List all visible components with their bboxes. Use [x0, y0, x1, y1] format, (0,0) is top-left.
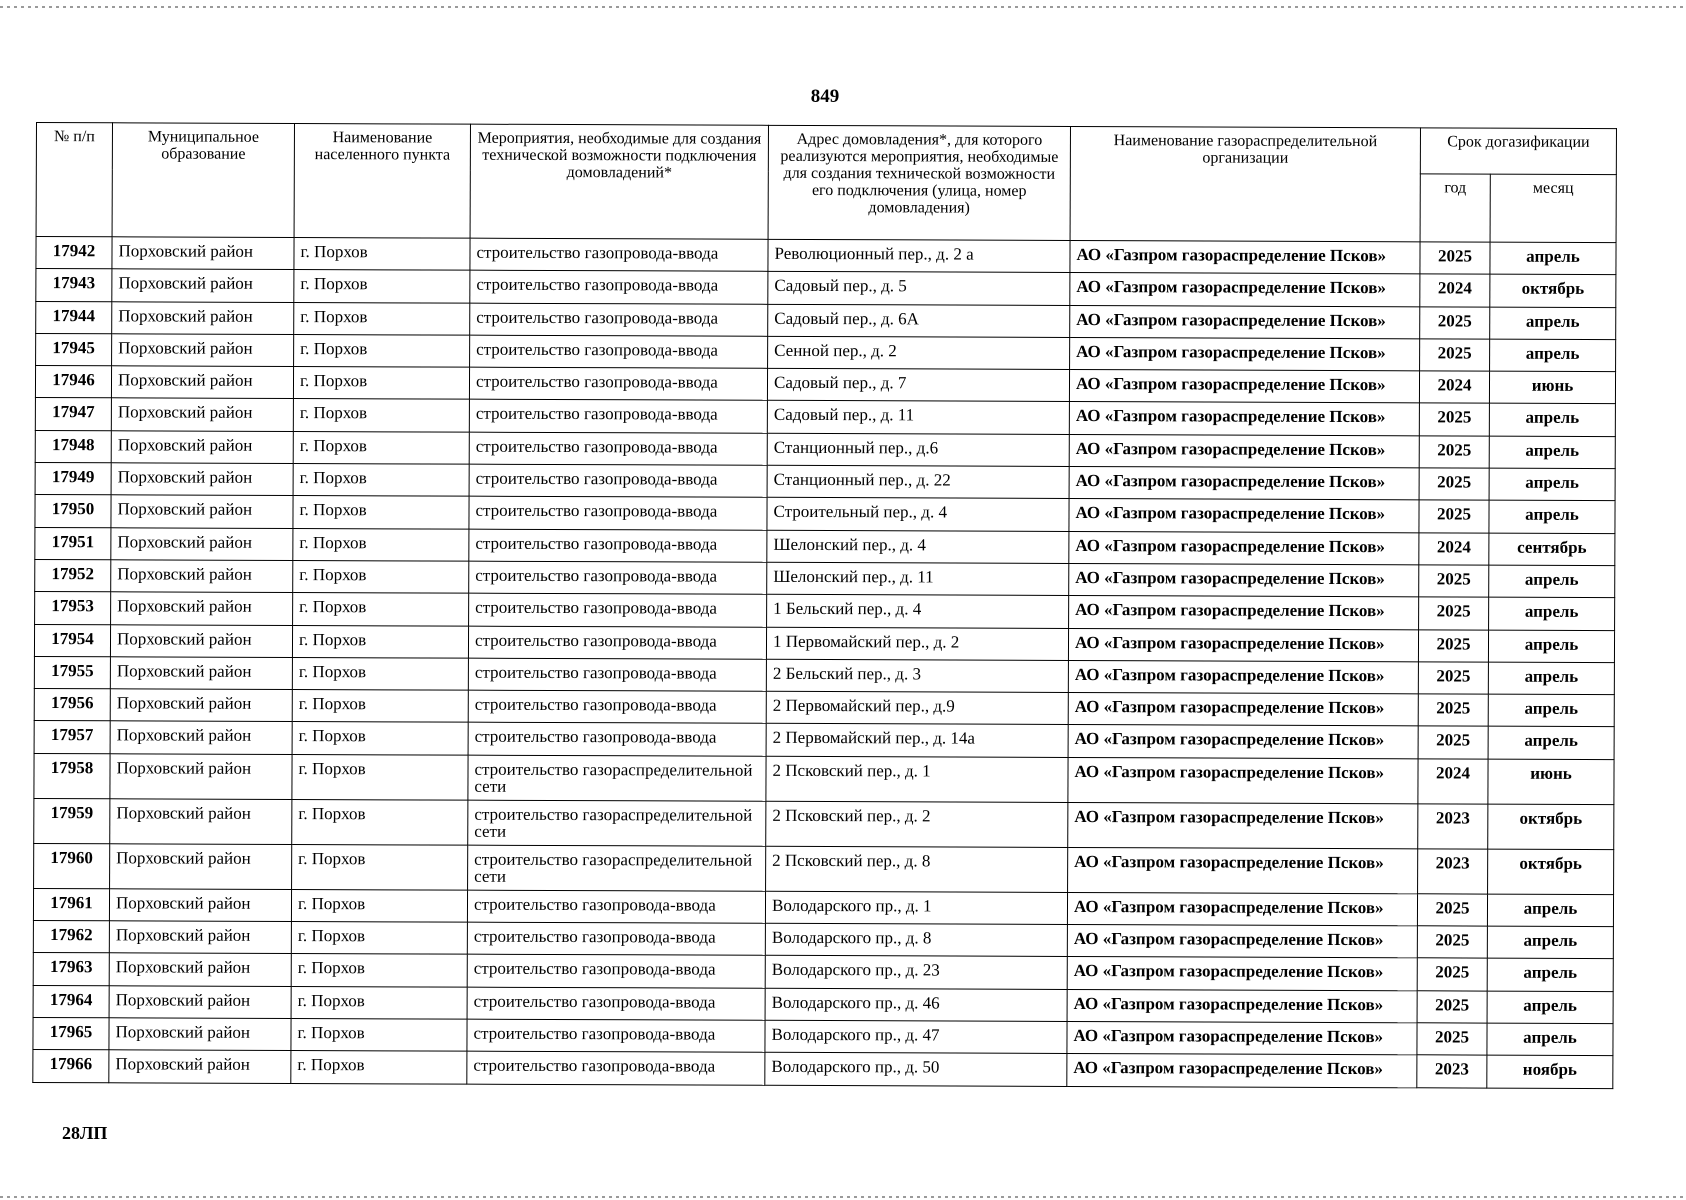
row-address: 2 Первомайский пер., д. 14а	[766, 724, 1068, 757]
row-measure: строительство газопровода-ввода	[470, 335, 768, 368]
footer-code: 28ЛП	[62, 1123, 108, 1143]
row-municipality: Порховский район	[109, 1018, 291, 1051]
row-municipality: Порховский район	[110, 624, 292, 657]
row-organization: АО «Газпром газораспределение Псков»	[1068, 693, 1418, 727]
row-month: апрель	[1489, 436, 1615, 469]
row-settlement: г. Порхов	[292, 657, 468, 690]
row-organization: АО «Газпром газораспределение Псков»	[1068, 660, 1418, 694]
row-number: 17966	[33, 1050, 109, 1083]
row-organization: АО «Газпром газораспределение Псков»	[1067, 989, 1417, 1023]
row-municipality: Порховский район	[112, 334, 294, 367]
row-month: июнь	[1488, 759, 1614, 804]
row-organization: АО «Газпром газораспределение Псков»	[1068, 757, 1418, 803]
row-measure: строительство газораспределительной сети	[468, 845, 766, 891]
row-address: Володарского пр., д. 46	[765, 988, 1067, 1021]
scan-edge-bottom	[0, 1196, 1686, 1198]
row-settlement: г. Порхов	[293, 528, 469, 561]
header-month: месяц	[1490, 174, 1616, 242]
row-month: апрель	[1487, 926, 1613, 959]
row-address: 2 Первомайский пер., д.9	[766, 691, 1068, 724]
header-year: год	[1420, 174, 1490, 242]
row-number: 17956	[34, 689, 110, 722]
row-address: Володарского пр., д. 50	[765, 1053, 1067, 1086]
row-address: Станционный пер., д.6	[767, 433, 1069, 466]
row-year: 2024	[1418, 759, 1488, 804]
gasification-table	[32, 122, 1617, 1089]
row-address: Революционный пер., д. 2 а	[768, 239, 1070, 272]
row-settlement: г. Порхов	[293, 496, 469, 529]
row-number: 17963	[33, 953, 109, 986]
row-address: Станционный пер., д. 22	[767, 465, 1069, 498]
row-address: Володарского пр., д. 8	[765, 923, 1067, 956]
row-month: апрель	[1490, 242, 1616, 275]
header-num: № п/п	[36, 123, 112, 237]
row-year: 2025	[1419, 403, 1489, 436]
row-organization: АО «Газпром газораспределение Псков»	[1067, 957, 1417, 991]
row-measure: строительство газопровода-ввода	[468, 626, 766, 659]
row-municipality: Порховский район	[111, 431, 293, 464]
row-year: 2025	[1420, 306, 1490, 339]
row-month: апрель	[1487, 894, 1613, 927]
row-number: 17951	[35, 527, 111, 560]
row-settlement: г. Порхов	[293, 560, 469, 593]
row-address: Володарского пр., д. 47	[765, 1020, 1067, 1053]
scan-edge-top	[0, 6, 1686, 8]
table-body	[33, 237, 1616, 1089]
row-year: 2025	[1419, 500, 1489, 533]
row-month: апрель	[1489, 404, 1615, 437]
header-address: Адрес домовладения*, для которого реализуются мероприятия, необходимые для создания технической возможности его подключения (улица, номер домовладения)	[768, 125, 1070, 240]
row-organization: АО «Газпром газораспределение Псков»	[1069, 531, 1419, 565]
row-month: апрель	[1488, 694, 1614, 727]
row-organization: АО «Газпром газораспределение Псков»	[1069, 467, 1419, 501]
row-year: 2025	[1418, 726, 1488, 759]
row-month: апрель	[1489, 500, 1615, 533]
row-number: 17962	[33, 921, 109, 954]
row-measure: строительство газопровода-ввода	[469, 529, 767, 562]
row-year: 2025	[1419, 436, 1489, 469]
row-organization: АО «Газпром газораспределение Псков»	[1068, 802, 1418, 848]
row-address: Строительный пер., д. 4	[767, 498, 1069, 531]
table-row	[34, 753, 1614, 804]
row-municipality: Порховский район	[109, 1050, 291, 1083]
row-organization: АО «Газпром газораспределение Псков»	[1067, 1021, 1417, 1055]
row-organization: АО «Газпром газораспределение Псков»	[1069, 596, 1419, 630]
row-municipality: Порховский район	[111, 560, 293, 593]
row-month: октябрь	[1488, 849, 1614, 894]
row-year: 2024	[1419, 371, 1489, 404]
row-organization: АО «Газпром газораспределение Псков»	[1070, 273, 1420, 307]
row-month: июнь	[1489, 371, 1615, 404]
row-settlement: г. Порхов	[291, 1051, 467, 1084]
row-organization: АО «Газпром газораспределение Псков»	[1070, 240, 1420, 274]
row-settlement: г. Порхов	[293, 464, 469, 497]
row-number: 17949	[35, 463, 111, 496]
row-month: апрель	[1489, 565, 1615, 598]
row-number: 17944	[36, 301, 112, 334]
row-year: 2025	[1417, 990, 1487, 1023]
row-number: 17942	[36, 237, 112, 270]
row-settlement: г. Порхов	[292, 690, 468, 723]
page-number: 849	[810, 86, 840, 107]
row-municipality: Порховский район	[110, 754, 292, 800]
header-measures: Мероприятия, необходимые для создания технической возможности подключения домовладений*	[470, 124, 768, 239]
row-number: 17946	[35, 366, 111, 399]
row-measure: строительство газопровода-ввода	[469, 593, 767, 626]
row-organization: АО «Газпром газораспределение Псков»	[1068, 628, 1418, 662]
row-month: апрель	[1487, 1023, 1613, 1056]
row-settlement: г. Порхов	[292, 844, 468, 890]
row-organization: АО «Газпром газораспределение Псков»	[1069, 434, 1419, 468]
row-address: Садовый пер., д. 7	[767, 368, 1069, 401]
row-measure: строительство газопровода-ввода	[470, 303, 768, 336]
row-address: 1 Первомайский пер., д. 2	[766, 627, 1068, 660]
row-number: 17945	[36, 333, 112, 366]
row-municipality: Порховский район	[112, 269, 294, 302]
row-measure: строительство газораспределительной сети	[468, 800, 766, 846]
row-settlement: г. Порхов	[293, 367, 469, 400]
row-month: октябрь	[1488, 804, 1614, 849]
row-number: 17953	[35, 592, 111, 625]
row-settlement: г. Порхов	[291, 889, 467, 922]
row-address: 2 Бельский пер., д. 3	[766, 659, 1068, 692]
table-header	[36, 123, 1616, 243]
row-year: 2025	[1418, 694, 1488, 727]
row-number: 17954	[34, 624, 110, 657]
row-measure: строительство газопровода-ввода	[469, 561, 767, 594]
row-year: 2025	[1419, 468, 1489, 501]
row-organization: АО «Газпром газораспределение Псков»	[1070, 337, 1420, 371]
row-measure: строительство газопровода-ввода	[470, 238, 768, 271]
row-number: 17947	[35, 398, 111, 431]
row-organization: АО «Газпром газораспределение Псков»	[1069, 370, 1419, 404]
row-settlement: г. Порхов	[294, 270, 470, 303]
row-measure: строительство газопровода-ввода	[467, 1019, 765, 1052]
row-year: 2024	[1419, 532, 1489, 565]
row-number: 17959	[34, 798, 110, 843]
row-number: 17961	[33, 888, 109, 921]
row-year: 2023	[1418, 804, 1488, 849]
row-settlement: г. Порхов	[293, 593, 469, 626]
row-municipality: Порховский район	[110, 689, 292, 722]
row-month: апрель	[1489, 597, 1615, 630]
row-measure: строительство газопровода-ввода	[467, 922, 765, 955]
row-measure: строительство газопровода-ввода	[467, 890, 765, 923]
row-month: апрель	[1487, 958, 1613, 991]
row-address: Садовый пер., д. 6А	[768, 304, 1070, 337]
row-year: 2025	[1419, 565, 1489, 598]
row-month: апрель	[1490, 339, 1616, 372]
row-settlement: г. Порхов	[291, 922, 467, 955]
row-measure: строительство газопровода-ввода	[469, 367, 767, 400]
row-address: Шелонский пер., д. 11	[767, 562, 1069, 595]
row-month: сентябрь	[1489, 533, 1615, 566]
row-organization: АО «Газпром газораспределение Псков»	[1067, 925, 1417, 959]
row-number: 17943	[36, 269, 112, 302]
row-measure: строительство газопровода-ввода	[468, 723, 766, 756]
row-measure: строительство газопровода-ввода	[467, 1051, 765, 1084]
row-settlement: г. Порхов	[292, 625, 468, 658]
row-settlement: г. Порхов	[291, 954, 467, 987]
row-year: 2025	[1417, 894, 1487, 927]
row-year: 2025	[1418, 629, 1488, 662]
row-address: Садовый пер., д. 11	[767, 401, 1069, 434]
row-municipality: Порховский район	[109, 985, 291, 1018]
row-year: 2025	[1417, 926, 1487, 959]
row-address: 2 Псковский пер., д. 8	[766, 846, 1068, 892]
row-settlement: г. Порхов	[291, 986, 467, 1019]
row-year: 2025	[1418, 662, 1488, 695]
row-organization: АО «Газпром газораспределение Псков»	[1067, 892, 1417, 926]
row-measure: строительство газопровода-ввода	[469, 432, 767, 465]
row-settlement: г. Порхов	[293, 399, 469, 432]
row-year: 2023	[1417, 1055, 1487, 1088]
row-municipality: Порховский район	[111, 592, 293, 625]
row-address: 1 Бельский пер., д. 4	[767, 595, 1069, 628]
row-settlement: г. Порхов	[291, 1018, 467, 1051]
row-number: 17950	[35, 495, 111, 528]
row-municipality: Порховский район	[112, 237, 294, 270]
row-year: 2023	[1418, 849, 1488, 894]
row-measure: строительство газораспределительной сети	[468, 755, 766, 801]
row-address: Сенной пер., д. 2	[768, 336, 1070, 369]
row-month: октябрь	[1490, 274, 1616, 307]
row-month: апрель	[1488, 630, 1614, 663]
row-municipality: Порховский район	[111, 527, 293, 560]
row-month: апрель	[1489, 468, 1615, 501]
table-row	[34, 843, 1614, 894]
row-organization: АО «Газпром газораспределение Псков»	[1069, 563, 1419, 597]
header-org: Наименование газораспределительной организации	[1070, 126, 1420, 241]
row-address: 2 Псковский пер., д. 1	[766, 756, 1068, 802]
row-municipality: Порховский район	[111, 463, 293, 496]
row-year: 2024	[1420, 274, 1490, 307]
row-address: Володарского пр., д. 23	[765, 956, 1067, 989]
row-number: 17958	[34, 753, 110, 798]
row-measure: строительство газопровода-ввода	[468, 658, 766, 691]
row-address: 2 Псковский пер., д. 2	[766, 801, 1068, 847]
row-municipality: Порховский район	[112, 301, 294, 334]
row-municipality: Порховский район	[111, 495, 293, 528]
row-month: апрель	[1487, 991, 1613, 1024]
table-row	[34, 798, 1614, 849]
row-organization: АО «Газпром газораспределение Псков»	[1067, 1054, 1417, 1088]
row-number: 17948	[35, 430, 111, 463]
row-measure: строительство газопровода-ввода	[469, 400, 767, 433]
row-measure: строительство газопровода-ввода	[469, 497, 767, 530]
row-municipality: Порховский район	[109, 921, 291, 954]
row-municipality: Порховский район	[109, 953, 291, 986]
row-measure: строительство газопровода-ввода	[467, 955, 765, 988]
row-organization: АО «Газпром газораспределение Псков»	[1069, 499, 1419, 533]
row-settlement: г. Порхов	[294, 237, 470, 270]
row-organization: АО «Газпром газораспределение Псков»	[1068, 847, 1418, 893]
row-organization: АО «Газпром газораспределение Псков»	[1069, 402, 1419, 436]
header-settlement: Наименование населенного пункта	[294, 123, 470, 238]
row-year: 2025	[1417, 1023, 1487, 1056]
row-year: 2025	[1419, 597, 1489, 630]
row-municipality: Порховский район	[109, 889, 291, 922]
row-measure: строительство газопровода-ввода	[469, 464, 767, 497]
row-measure: строительство газопровода-ввода	[467, 987, 765, 1020]
row-municipality: Порховский район	[110, 657, 292, 690]
row-municipality: Порховский район	[110, 799, 292, 845]
row-settlement: г. Порхов	[292, 722, 468, 755]
row-municipality: Порховский район	[111, 366, 293, 399]
row-year: 2025	[1420, 339, 1490, 372]
row-month: ноябрь	[1487, 1055, 1613, 1088]
row-number: 17952	[35, 559, 111, 592]
row-address: Садовый пер., д. 5	[768, 272, 1070, 305]
row-measure: строительство газопровода-ввода	[470, 270, 768, 303]
row-number: 17964	[33, 985, 109, 1018]
row-number: 17955	[34, 656, 110, 689]
row-organization: АО «Газпром газораспределение Псков»	[1070, 305, 1420, 339]
row-year: 2025	[1417, 958, 1487, 991]
row-organization: АО «Газпром газораспределение Псков»	[1068, 725, 1418, 759]
row-number: 17960	[34, 843, 110, 888]
header-term: Срок догазификации	[1420, 128, 1616, 175]
row-settlement: г. Порхов	[294, 302, 470, 335]
row-address: Володарского пр., д. 1	[765, 891, 1067, 924]
row-settlement: г. Порхов	[293, 431, 469, 464]
row-settlement: г. Порхов	[292, 754, 468, 800]
row-settlement: г. Порхов	[292, 799, 468, 845]
row-number: 17957	[34, 721, 110, 754]
row-month: апрель	[1488, 727, 1614, 760]
header-municipality: Муниципальное образование	[112, 123, 294, 238]
row-settlement: г. Порхов	[294, 334, 470, 367]
row-year: 2025	[1420, 242, 1490, 275]
row-measure: строительство газопровода-ввода	[468, 690, 766, 723]
row-address: Шелонский пер., д. 4	[767, 530, 1069, 563]
row-municipality: Порховский район	[110, 721, 292, 754]
row-number: 17965	[33, 1017, 109, 1050]
row-month: апрель	[1490, 307, 1616, 340]
table-row	[33, 1050, 1613, 1088]
row-month: апрель	[1488, 662, 1614, 695]
row-municipality: Порховский район	[110, 844, 292, 890]
row-municipality: Порховский район	[111, 398, 293, 431]
